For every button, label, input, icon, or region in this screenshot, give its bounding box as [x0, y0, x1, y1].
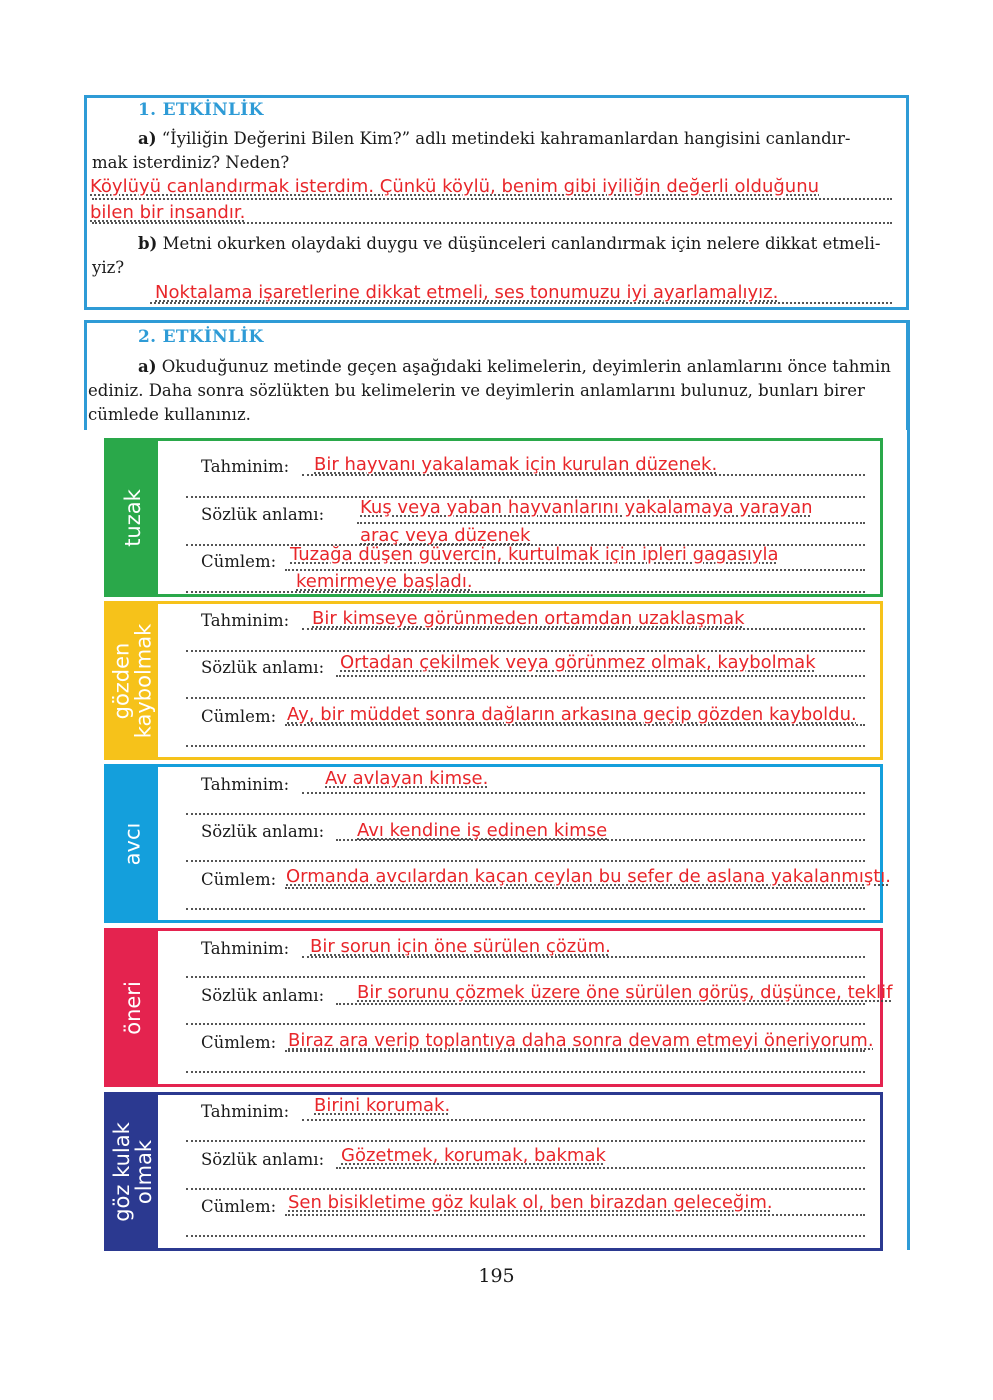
page-number: 195 — [478, 1265, 515, 1287]
guess-label-3: Tahminim: — [201, 775, 290, 794]
guess-line-4b — [186, 976, 865, 978]
dictionary-label-5: Sözlük anlamı: — [201, 1150, 325, 1169]
dictionary-label-4: Sözlük anlamı: — [201, 986, 325, 1005]
sentence-line-3b — [186, 908, 865, 910]
dictionary-line-4 — [336, 1003, 865, 1005]
sentence-line-2b — [186, 745, 865, 747]
guess-label-2: Tahminim: — [201, 611, 290, 630]
activity-1-question-b — [138, 232, 908, 256]
answer-b-text: Noktalama işaretlerine dikkat etmeli, ses tonumuzu iyi ayarlamalıyız. — [155, 282, 779, 303]
sentence-label-3: Cümlem: — [201, 870, 277, 889]
question-b-text: Metni okurken olaydaki duygu ve düşünceleri canlandırmak için nelere dikkat etmeli- — [157, 234, 881, 253]
activity-2-heading: 2. ETKİNLİK — [138, 327, 264, 347]
section-goz-kulak-olmak-tab — [107, 1095, 158, 1248]
dictionary-line-1 — [357, 522, 865, 524]
section-avci-tab — [107, 767, 158, 920]
dictionary-label-3: Sözlük anlamı: — [201, 822, 325, 841]
activity-2-instruction-2: ediniz. Daha sonra sözlükten bu kelimelerin ve deyimlerin anlamlarını bulunuz, bunları birer — [88, 381, 865, 400]
activity-2-instruction-3: cümlede kullanınız. — [88, 405, 251, 424]
guess-line-3 — [302, 792, 865, 794]
section-oneri-word: öneri — [120, 980, 145, 1035]
sentence-answer-1b: kemirmeye başladı. — [296, 571, 473, 592]
sentence-answer-3: Ormanda avcılardan kaçan ceylan bu sefer de aslana yakalanmıştı. — [286, 866, 891, 887]
sentence-line-3 — [285, 887, 865, 889]
activity-1-question-a-cont: mak isterdiniz? Neden? — [92, 153, 290, 172]
sentence-line-5 — [285, 1214, 865, 1216]
section-goz-kulak-olmak-word — [111, 1122, 155, 1222]
guess-label-4: Tahminim: — [201, 939, 290, 958]
dictionary-answer-4: Bir sorunu çözmek üzere öne sürülen görüş, düşünce, teklif — [357, 982, 893, 1003]
dictionary-answer-2: Ortadan çekilmek veya görünmez olmak, kaybolmak — [340, 652, 816, 673]
sentence-line-1b — [186, 591, 865, 593]
dictionary-answer-5: Gözetmek, korumak, bakmak — [341, 1145, 606, 1166]
dictionary-label-2: Sözlük anlamı: — [201, 658, 325, 677]
dictionary-label-1: Sözlük anlamı: — [201, 505, 325, 524]
guess-line-5 — [302, 1119, 865, 1121]
section-gozden-kaybolmak-word-1: gözden — [109, 642, 134, 719]
guess-label-1: Tahminim: — [201, 457, 290, 476]
question-a-text: “İyiliğin Değerini Bilen Kim?” adlı metindeki kahramanlardan hangisini canlandır- — [156, 129, 851, 148]
dictionary-line-4b — [186, 1023, 865, 1025]
dictionary-line-5b — [186, 1188, 865, 1190]
guess-answer-3: Av avlayan kimse. — [325, 768, 489, 789]
section-tuzak-word: tuzak — [120, 488, 145, 547]
sentence-label-4: Cümlem: — [201, 1033, 277, 1052]
guess-line-5b — [186, 1140, 865, 1142]
sentence-line-4b — [186, 1071, 865, 1073]
sentence-line-5b — [186, 1235, 865, 1237]
section-oneri-tab — [107, 931, 158, 1084]
activity-1-question-b-cont: yiz? — [92, 258, 125, 277]
dictionary-line-3b — [186, 860, 865, 862]
sentence-answer-4: Biraz ara verip toplantıya daha sonra devam etmeyi öneriyorum. — [288, 1030, 874, 1051]
answer-a-line-2-text: bilen bir insandır. — [90, 202, 246, 223]
dictionary-line-2 — [336, 675, 865, 677]
section-goz-kulak-olmak-word-2: olmak — [131, 1139, 156, 1204]
sentence-answer-5: Sen bisikletime göz kulak ol, ben birazdan geleceğim. — [288, 1192, 773, 1213]
section-tuzak-tab — [107, 441, 158, 594]
guess-line-3b — [186, 813, 865, 815]
activity-2-a-label: a) — [138, 357, 157, 376]
dictionary-line-2b — [186, 697, 865, 699]
activity-2-right-rule — [907, 320, 910, 1250]
activity-2-instruction-1 — [138, 355, 908, 379]
section-goz-kulak-olmak-word-1: göz kulak — [109, 1121, 134, 1222]
guess-answer-5: Birini korumak. — [314, 1095, 451, 1116]
section-gozden-kaybolmak-tab — [107, 604, 158, 757]
guess-answer-4: Bir sorun için öne sürülen çözüm. — [310, 936, 611, 957]
question-a-label: a) — [138, 129, 157, 148]
section-gozden-kaybolmak-word — [111, 623, 155, 738]
question-b-label: b) — [138, 234, 158, 253]
sentence-answer-1a: Tuzağa düşen güvercin, kurtulmak için ipleri gagasıyla — [290, 544, 779, 565]
dictionary-answer-1b: araç veya düzenek — [360, 525, 531, 546]
activity-2-instruction-1-text: Okuduğunuz metinde geçen aşağıdaki kelimelerin, deyimlerin anlamlarını önce tahmin — [156, 357, 891, 376]
answer-a-line-1-text: Köylüyü canlandırmak isterdim. Çünkü köylü, benim gibi iyiliğin değerli olduğunu — [90, 176, 820, 197]
section-gozden-kaybolmak-word-2: kaybolmak — [131, 623, 156, 738]
sentence-label-5: Cümlem: — [201, 1197, 277, 1216]
dictionary-answer-3: Avı kendine iş edinen kimse — [357, 820, 608, 841]
guess-label-5: Tahminim: — [201, 1102, 290, 1121]
section-avci-word: avcı — [120, 822, 145, 865]
guess-answer-1: Bir hayvanı yakalamak için kurulan düzenek. — [314, 454, 718, 475]
answer-a-line-1 — [92, 198, 892, 200]
guess-answer-2: Bir kimseye görünmeden ortamdan uzaklaşmak — [312, 608, 745, 629]
sentence-answer-2: Ay, bir müddet sonra dağların arkasına geçip gözden kayboldu. — [287, 704, 857, 725]
sentence-label-2: Cümlem: — [201, 707, 277, 726]
activity-1-question-a — [138, 127, 908, 151]
activity-1-heading: 1. ETKİNLİK — [138, 100, 264, 120]
dictionary-line-5 — [336, 1167, 865, 1169]
dictionary-answer-1a: Kuş veya yaban hayvanlarını yakalamaya yarayan — [360, 497, 813, 518]
sentence-label-1: Cümlem: — [201, 552, 277, 571]
